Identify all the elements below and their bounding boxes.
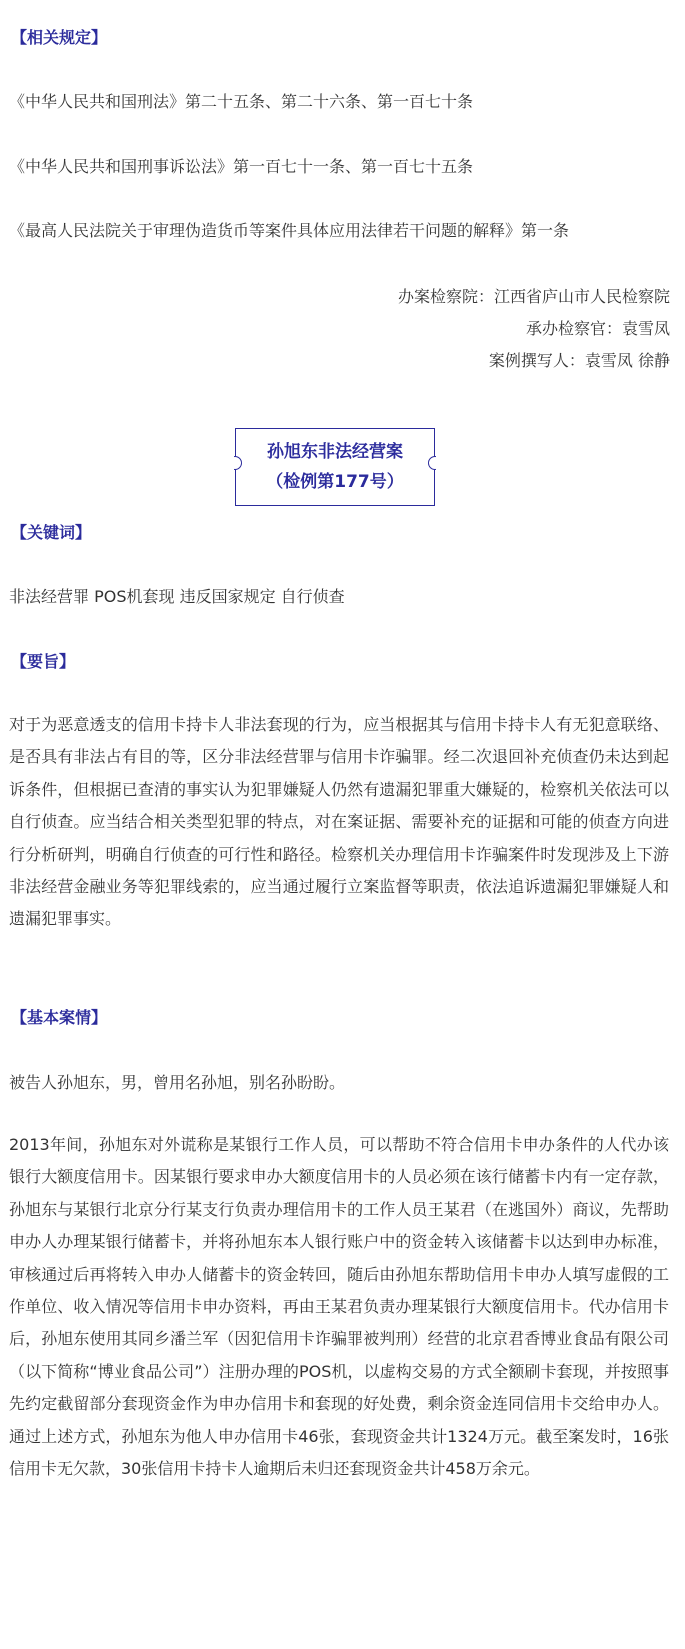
case-title-box [235, 428, 435, 506]
regulation-item-criminal-procedure-law: 《中华人民共和国刑事诉讼法》第一百七十一条、第一百七十五条 [9, 157, 474, 176]
defendant-info: 被告人孙旭东，男，曾用名孙旭，别名孙盼盼。 [9, 1073, 346, 1092]
credit-writers: 案例撰写人：袁雪凤 徐静 [488, 351, 670, 370]
case-facts-paragraph: 2013年间，孙旭东对外谎称是某银行工作人员，可以帮助不符合信用卡申办条件的人代办该银行大额度信用卡。因某银行要求申办大额度信用卡的人员必须在该行储蓄卡内有一定存款，孙旭东与某银行北京分行某支行负责办理信用卡的工作人员王某君（在逃国外）商议，先帮助申办人办理某银行储蓄卡，并将孙旭东本人银行账户中的资金转入该储蓄卡以达到申办标准，审核通过后再将转入申办人储蓄卡的资金转回，随后由孙旭东帮助信用卡申办人填写虚假的工作单位、收入情况等信用卡申办资料，再由王某君负责办理某银行大额度信用卡。代办信用卡后，孙旭东使用其同乡潘兰军（因犯信用卡诈骗罪被判刑）经营的北京君香博业食品有限公司（以下简称“博业食品公司”）注册办理的POS机，以虚构交易的方式全额刷卡套现，并按照事先约定截留部分套现资金作为申办信用卡和套现的好处费，剩余资金连同信用卡交给申办人。通过上述方式，孙旭东为他人申办信用卡46张，套现资金共计1324万元。截至案发时，16张信用卡无欠款，30张信用卡持卡人逾期后未归还套现资金共计458万余元。 [9, 1135, 669, 1479]
keywords-heading: 【关键词】 [11, 523, 92, 542]
gist-paragraph: 对于为恶意透支的信用卡持卡人非法套现的行为，应当根据其与信用卡持卡人有无犯意联络、是否具有非法占有目的等，区分非法经营罪与信用卡诈骗罪。经二次退回补充侦查仍未达到起诉条件，但根据已查清的事实认为犯罪嫌疑人仍然有遗漏犯罪重大嫌疑的，检察机关依法可以自行侦查。应当结合相关类型犯罪的特点，对在案证据、需要补充的证据和可能的侦查方向进行分析研判，明确自行侦查的可行性和路径。检察机关办理信用卡诈骗案件时发现涉及上下游非法经营金融业务等犯罪线索的，应当通过履行立案监督等职责，依法追诉遗漏犯罪嫌疑人和遗漏犯罪事实。 [9, 715, 669, 929]
regulation-item-criminal-law: 《中华人民共和国刑法》第二十五条、第二十六条、第一百七十条 [9, 92, 474, 111]
regulation-item-judicial-interpretation: 《最高人民法院关于审理伪造货币等案件具体应用法律若干问题的解释》第一条 [9, 221, 570, 240]
gist-heading: 【要旨】 [11, 652, 76, 671]
basic-facts-heading: 【基本案情】 [11, 1008, 108, 1027]
keywords-text: 非法经营罪 POS机套现 违反国家规定 自行侦查 [9, 587, 345, 606]
case-number: （检例第177号） [266, 472, 404, 492]
credit-procuratorate: 办案检察院：江西省庐山市人民检察院 [397, 287, 670, 306]
credit-prosecutor: 承办检察官：袁雪凤 [525, 319, 670, 338]
related-regulations-heading: 【相关规定】 [11, 28, 108, 47]
case-title: 孙旭东非法经营案 [267, 442, 403, 462]
